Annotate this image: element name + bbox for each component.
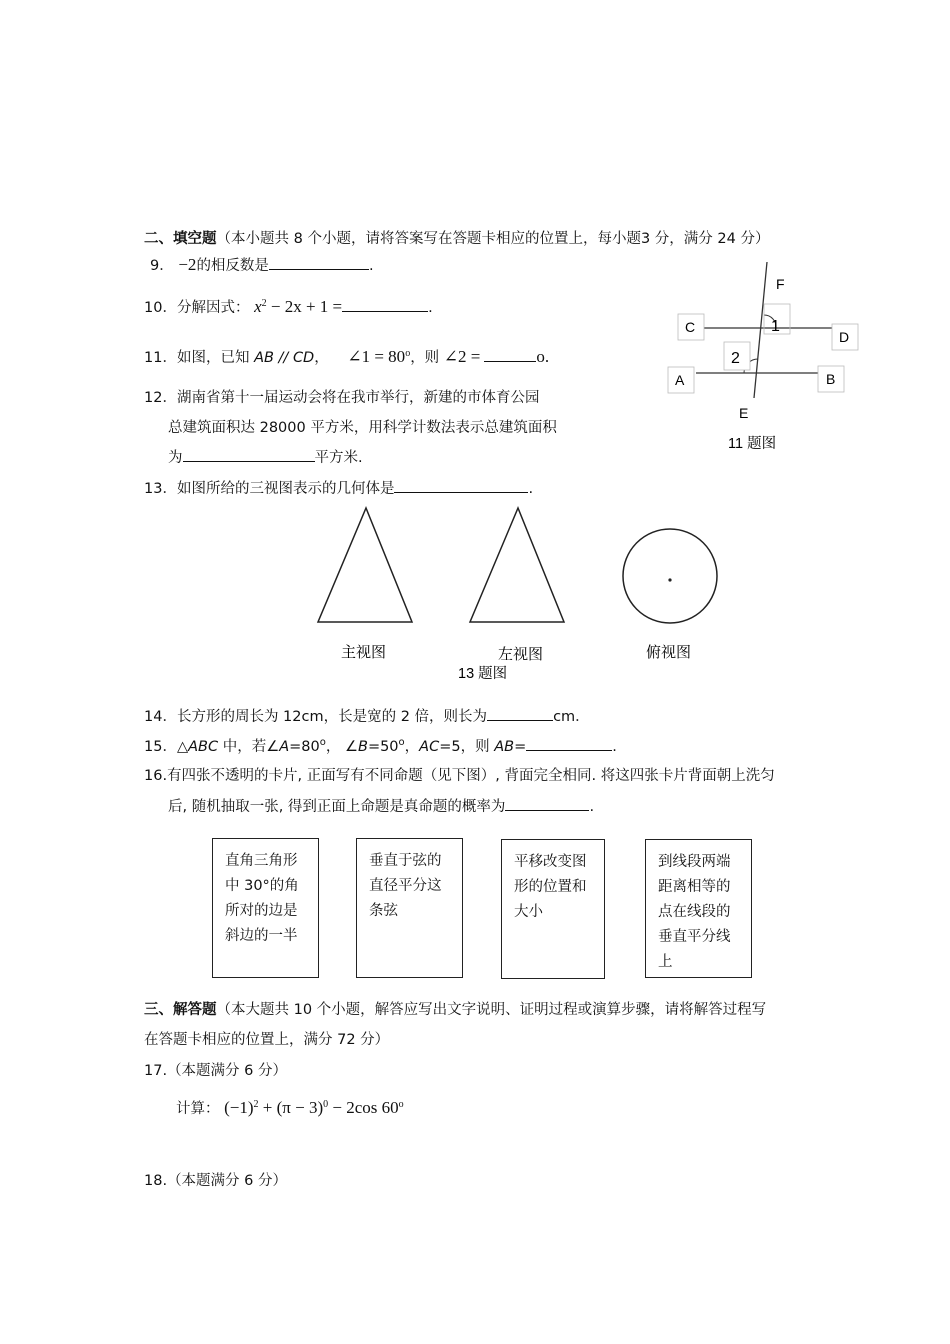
q12-line3-pre: 为 bbox=[168, 450, 183, 466]
proposition-card-3 bbox=[501, 839, 605, 979]
card-3-line-3: 大小 bbox=[514, 904, 543, 920]
q13-answer-blank[interactable] bbox=[394, 477, 528, 493]
card-2-line-3: 条弦 bbox=[369, 903, 398, 919]
card-3-line-1: 平移改变图 bbox=[514, 854, 587, 870]
q15-t2: =80 bbox=[289, 739, 320, 755]
left-view-triangle bbox=[470, 508, 564, 622]
q9-number: 9． bbox=[150, 258, 174, 274]
q15-degree-a: o bbox=[319, 737, 326, 748]
card-1-line-1: 直角三角形 bbox=[225, 853, 298, 869]
q10-power: 2 bbox=[261, 298, 267, 309]
front-view-label: 主视图 bbox=[341, 644, 387, 661]
question-12-line1 bbox=[144, 386, 539, 407]
label-f: F bbox=[776, 276, 785, 292]
front-view-triangle bbox=[318, 508, 412, 622]
q17-exp3: o bbox=[398, 1099, 404, 1110]
figure-13 bbox=[300, 500, 740, 690]
q11-angle1 bbox=[347, 347, 410, 366]
q15-ab: AB bbox=[494, 739, 515, 755]
q18-number: 18. bbox=[144, 1173, 168, 1189]
q12-answer-blank[interactable] bbox=[183, 446, 315, 462]
q17-score: （本题满分 6 分） bbox=[167, 1063, 288, 1079]
card-1-line-3: 所对的边是 bbox=[225, 903, 298, 919]
label-b: B bbox=[826, 371, 836, 387]
q15-degree-b: o bbox=[398, 737, 405, 748]
q17-part3: − 2cos 60 bbox=[328, 1098, 399, 1117]
q17-math bbox=[224, 1098, 404, 1117]
q15-a: A bbox=[279, 739, 290, 755]
q15-t5: ， bbox=[404, 739, 420, 755]
q16-line1: 有四张不透明的卡片, 正面写有不同命题（见下图）, 背面完全相同. 将这四张卡片背面朝上洗匀 bbox=[167, 768, 775, 784]
label-d: D bbox=[839, 329, 850, 345]
q12-line3-post: 平方米. bbox=[314, 450, 363, 466]
q15-ac: AC bbox=[419, 739, 440, 755]
q12-line1: 湖南省第十一届运动会将在我市举行，新建的市体育公园 bbox=[176, 390, 540, 406]
section3-note1: （本大题共 10 个小题，解答应写出文字说明、证明过程或演算步骤，请将解答过程写 bbox=[216, 1002, 767, 1018]
label-e: E bbox=[739, 405, 749, 421]
card-4-line-4: 垂直平分线 bbox=[658, 929, 731, 945]
section2-header bbox=[144, 227, 769, 248]
q16-line2: 后, 随机抽取一张, 得到正面上命题是真命题的概率为 bbox=[168, 799, 506, 815]
question-17-expression bbox=[176, 1097, 404, 1118]
q15-b: B bbox=[357, 739, 368, 755]
q15-end: . bbox=[612, 739, 617, 755]
q11-end: o. bbox=[536, 347, 550, 366]
q10-number: 10． bbox=[144, 300, 177, 316]
q10-rest: − 2x + 1 = bbox=[266, 297, 343, 316]
question-9 bbox=[150, 254, 374, 275]
q11-angle1-text: ∠1 = 80 bbox=[347, 347, 406, 366]
question-13 bbox=[144, 477, 533, 498]
card-4-line-1: 到线段两端 bbox=[658, 854, 731, 870]
question-10 bbox=[144, 296, 433, 317]
q15-number: 15． bbox=[144, 739, 177, 755]
q11-angle2: ∠2 = bbox=[443, 347, 481, 366]
q11-ab: AB bbox=[254, 350, 274, 366]
card-2-line-2: 直径平分这 bbox=[369, 878, 442, 894]
card-1-line-2: 中 30°的角 bbox=[225, 878, 299, 894]
q9-text: 的相反数是 bbox=[196, 258, 269, 274]
q10-answer-blank[interactable] bbox=[342, 296, 428, 312]
card-4-line-3: 点在线段的 bbox=[658, 904, 731, 920]
question-16-line2 bbox=[168, 795, 594, 816]
proposition-card-2 bbox=[356, 838, 463, 978]
label-2: 2 bbox=[731, 350, 740, 367]
left-view-label: 左视图 bbox=[498, 646, 544, 663]
q11-answer-blank[interactable] bbox=[484, 346, 536, 362]
q11-mid: ，则 bbox=[410, 350, 444, 366]
q17-number: 17. bbox=[144, 1063, 168, 1079]
card-4-line-5: 上 bbox=[658, 954, 673, 970]
q17-label: 计算： bbox=[176, 1101, 220, 1117]
card-2-line-1: 垂直于弦的 bbox=[369, 853, 442, 869]
q14-unit: cm． bbox=[553, 709, 590, 725]
section3-heading: 三、解答题 bbox=[144, 1002, 217, 1018]
q11-number: 11． bbox=[144, 350, 177, 366]
q17-part1: (−1) bbox=[224, 1098, 254, 1117]
card-1-line-4: 斜边的一半 bbox=[225, 928, 298, 944]
q14-answer-blank[interactable] bbox=[487, 705, 553, 721]
question-14 bbox=[144, 705, 590, 726]
q16-answer-blank[interactable] bbox=[505, 795, 589, 811]
q11-comma: ， bbox=[314, 350, 329, 366]
q14-number: 14． bbox=[144, 709, 177, 725]
section3-note2: 在答题卡相应的位置上，满分 72 分） bbox=[144, 1032, 390, 1048]
q11-cd: CD bbox=[292, 350, 315, 366]
figure-11 bbox=[660, 262, 870, 462]
top-view-circle bbox=[623, 529, 717, 623]
q11-degree: o bbox=[405, 348, 411, 359]
q10-expression bbox=[254, 297, 342, 316]
label-1: 1 bbox=[771, 318, 780, 335]
proposition-card-4 bbox=[645, 839, 752, 978]
question-16-line1 bbox=[144, 764, 775, 785]
label-a: A bbox=[675, 372, 685, 388]
q12-number: 12． bbox=[144, 390, 177, 406]
question-15 bbox=[144, 735, 617, 756]
top-view-center-dot bbox=[668, 578, 671, 581]
question-11 bbox=[144, 346, 549, 367]
q17-part2: + (π − 3) bbox=[258, 1098, 324, 1117]
q16-number: 16. bbox=[144, 768, 168, 784]
q10-end: . bbox=[428, 300, 433, 316]
q15-t3: ， ∠ bbox=[325, 739, 358, 755]
q17-exp1: 2 bbox=[253, 1099, 259, 1110]
question-12-line2 bbox=[168, 416, 557, 437]
top-view-label: 俯视图 bbox=[646, 644, 692, 661]
q15-t6: =5，则 bbox=[439, 739, 495, 755]
q15-triangle-symbol: △ bbox=[176, 739, 189, 755]
q14-text: 长方形的周长为 12cm，长是宽的 2 倍，则长为 bbox=[176, 709, 488, 725]
q15-t7: = bbox=[514, 739, 527, 755]
q12-line2: 总建筑面积达 28000 平方米，用科学计数法表示总建筑面积 bbox=[168, 420, 557, 436]
section3-header-line1 bbox=[144, 998, 766, 1019]
card-3-line-2: 形的位置和 bbox=[514, 879, 587, 895]
q11-pre: 如图，已知 bbox=[176, 350, 255, 366]
q10-prefix: 分解因式： bbox=[176, 300, 250, 316]
q10-x: x bbox=[254, 297, 262, 316]
q9-answer-blank[interactable] bbox=[269, 254, 369, 270]
proposition-card-1 bbox=[212, 838, 319, 978]
q18-score: （本题满分 6 分） bbox=[167, 1173, 288, 1189]
label-c: C bbox=[685, 319, 696, 335]
q9-end: . bbox=[368, 258, 374, 274]
figure-11-caption: 11 题图 bbox=[728, 436, 777, 452]
q15-t1: 中，若∠ bbox=[218, 739, 280, 755]
q15-abc: ABC bbox=[188, 739, 219, 755]
section3-header-line2 bbox=[144, 1028, 389, 1049]
q15-t4: =50 bbox=[367, 739, 399, 755]
q16-end: . bbox=[589, 799, 595, 815]
section2-heading: 二、填空题 bbox=[144, 231, 217, 247]
q13-text: 如图所给的三视图表示的几何体是 bbox=[176, 481, 395, 497]
q13-end: . bbox=[528, 481, 534, 497]
section2-note: （本小题共 8 个小题，请将答案写在答题卡相应的位置上，每小题3 分，满分 24 分） bbox=[216, 231, 770, 247]
figure-13-caption: 13 题图 bbox=[458, 666, 508, 682]
q11-parallel: // bbox=[273, 350, 293, 366]
question-18 bbox=[144, 1169, 287, 1190]
q13-number: 13． bbox=[144, 481, 177, 497]
question-12-line3 bbox=[168, 446, 363, 467]
q15-answer-blank[interactable] bbox=[526, 735, 612, 751]
q17-exp2: 0 bbox=[323, 1099, 329, 1110]
question-17 bbox=[144, 1059, 287, 1080]
card-4-line-2: 距离相等的 bbox=[658, 879, 731, 895]
q9-expression: −2 bbox=[178, 255, 197, 274]
